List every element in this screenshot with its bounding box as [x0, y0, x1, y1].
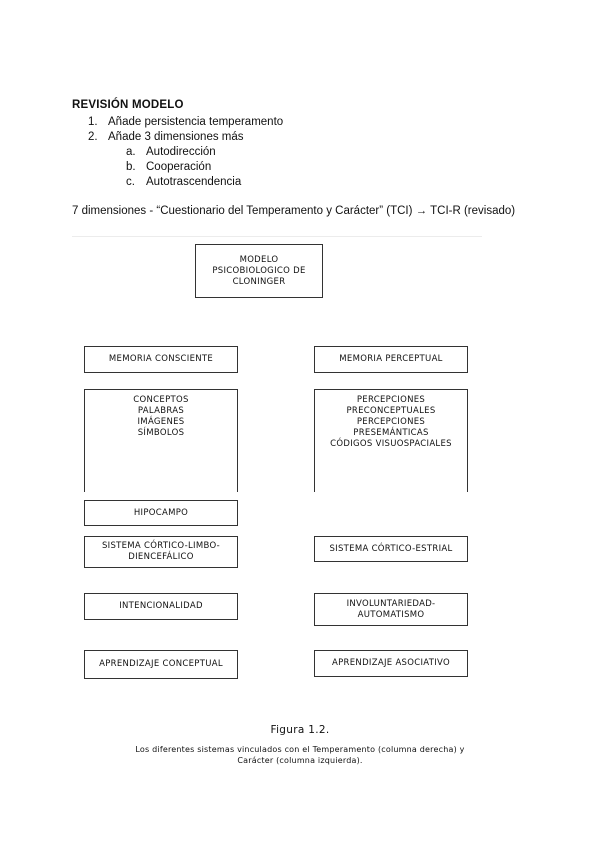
- list-number: 1.: [88, 116, 98, 128]
- box-line: PRECONCEPTUALES: [346, 406, 436, 416]
- box-line: AUTOMATISMO: [357, 609, 425, 620]
- box-label: HIPOCAMPO: [133, 507, 189, 518]
- box-line: PERCEPCIONES: [356, 395, 426, 405]
- list-letter: b.: [126, 161, 136, 173]
- list-item: [126, 160, 241, 175]
- box-label: APRENDIZAJE CONCEPTUAL: [99, 659, 223, 669]
- sub-list: [126, 145, 241, 190]
- diagram-title-box: [195, 244, 323, 298]
- hipocampo-box: [84, 500, 238, 526]
- list-text: Añade 3 dimensiones más: [108, 131, 244, 143]
- box-label: MEMORIA PERCEPTUAL: [339, 354, 443, 364]
- aprendizaje-conceptual-box: [84, 650, 238, 679]
- box-line: SISTEMA CÓRTICO-LIMBO-: [101, 541, 221, 551]
- box-line: CONCEPTOS: [133, 395, 189, 405]
- box-line: DIENCEFÁLICO: [128, 552, 194, 562]
- sistema-cortico-limbo-box: [84, 536, 238, 568]
- box-label: INTENCIONALIDAD: [119, 601, 203, 611]
- main-list: [88, 115, 283, 145]
- list-item: [126, 145, 241, 160]
- box-label: APRENDIZAJE ASOCIATIVO: [332, 658, 450, 668]
- list-item: [88, 130, 283, 145]
- list-letter: a.: [126, 146, 136, 158]
- involuntariedad-box: [314, 593, 468, 626]
- list-text: Autotrascendencia: [146, 176, 242, 188]
- intencionalidad-box: [84, 593, 238, 620]
- diagram-top-rule: [72, 236, 482, 237]
- section-heading: REVISIÓN MODELO: [72, 99, 184, 111]
- box-line: PALABRAS: [137, 406, 185, 416]
- summary-text: 7 dimensiones - “Cuestionario del Temperamento y Carácter” (TCI) → TCI-R (revisado): [72, 205, 516, 217]
- sistema-cortico-estrial-box: [314, 536, 468, 562]
- box-line: IMÁGENES: [137, 417, 185, 427]
- list-item: [88, 115, 283, 130]
- list-letter: c.: [126, 176, 135, 188]
- diagram-title-line: MODELO: [239, 254, 279, 265]
- box-line: SÍMBOLOS: [137, 428, 185, 438]
- figure-caption-title: Figura 1.2.: [270, 724, 330, 736]
- diagram-title-line: CLONINGER: [232, 276, 286, 287]
- figure-caption-text: Los diferentes sistemas vinculados con el Temperamento (columna derecha) y Carácter (columna izquierda).: [135, 745, 465, 765]
- list-text: Añade persistencia temperamento: [108, 116, 284, 128]
- percepciones-box: [314, 389, 468, 492]
- box-line: INVOLUNTARIEDAD-: [346, 598, 436, 609]
- box-line: PRESEMÁNTICAS: [353, 428, 429, 438]
- memoria-perceptual-box: [314, 346, 468, 373]
- list-text: Cooperación: [146, 161, 212, 173]
- memoria-consciente-box: [84, 346, 238, 373]
- box-line: PERCEPCIONES: [356, 417, 426, 427]
- list-item: [126, 175, 241, 190]
- list-text: Autodirección: [146, 146, 216, 158]
- conceptos-box: [84, 389, 238, 492]
- box-line: CÓDIGOS VISUOSPACIALES: [330, 439, 452, 449]
- diagram-title-line: PSICOBIOLOGICO DE: [212, 265, 306, 276]
- list-number: 2.: [88, 131, 98, 143]
- box-label: MEMORIA CONSCIENTE: [108, 354, 214, 364]
- box-label: SISTEMA CÓRTICO-ESTRIAL: [329, 543, 453, 554]
- aprendizaje-asociativo-box: [314, 650, 468, 677]
